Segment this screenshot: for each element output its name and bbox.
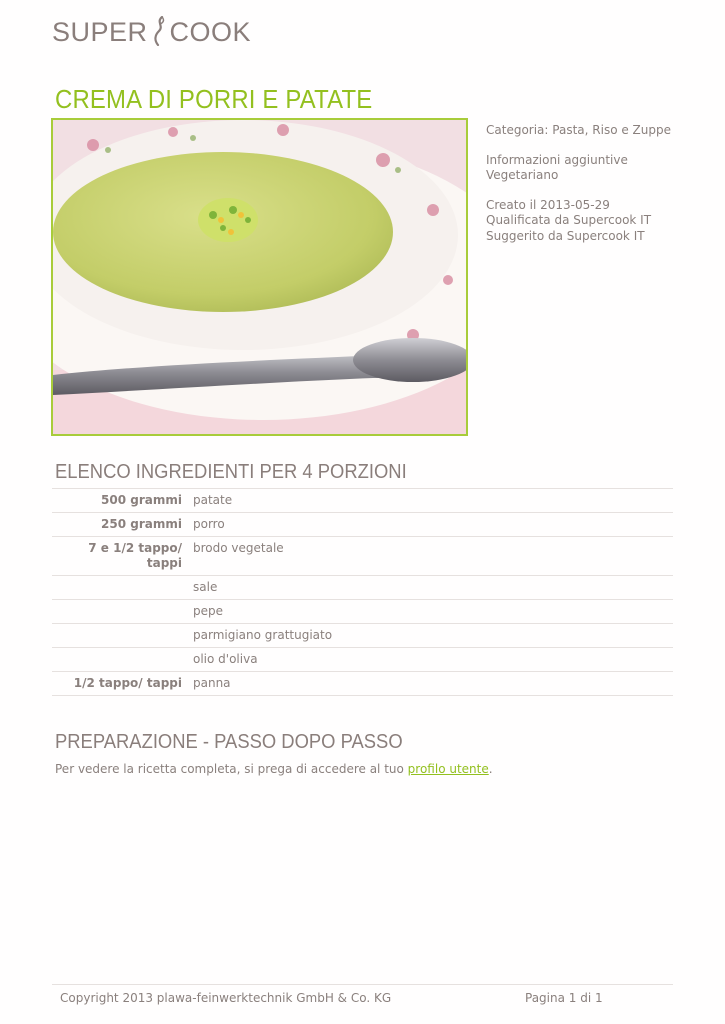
logo-text-cook: COOK — [169, 17, 252, 47]
ingredient-name: parmigiano grattugiato — [188, 624, 673, 648]
suggested-by: Suggerito da Supercook IT — [486, 228, 645, 243]
ingredient-name: patate — [188, 489, 673, 513]
supercook-logo — [52, 16, 251, 46]
ingredient-qty — [52, 648, 188, 672]
logo-text-super: SUPER — [52, 17, 148, 47]
footer-copyright: Copyright 2013 plawa-feinwerktechnik GmbH & Co. KG — [60, 991, 392, 1005]
info-value: Vegetariano — [486, 168, 559, 182]
ingredient-row — [52, 489, 673, 513]
ingredient-qty — [52, 624, 188, 648]
ingredient-qty: 500 grammi — [52, 489, 188, 513]
ingredient-qty — [52, 600, 188, 624]
ingredient-name: porro — [188, 513, 673, 537]
soup-bowl-image — [53, 120, 466, 434]
ingredients-table — [52, 488, 673, 696]
ingredient-name: pepe — [188, 600, 673, 624]
ingredient-row — [52, 648, 673, 672]
ingredient-row — [52, 513, 673, 537]
ingredient-name: panna — [188, 672, 673, 696]
qualified-by: Qualificata da Supercook IT — [486, 213, 652, 227]
ingredient-row — [52, 537, 673, 576]
preparation-text-before: Per vedere la ricetta completa, si prega di accedere al tuo — [55, 762, 404, 776]
ingredient-row — [52, 672, 673, 696]
ingredient-name: sale — [188, 576, 673, 600]
recipe-photo — [51, 118, 468, 436]
ingredient-name: olio d'oliva — [188, 648, 673, 672]
category-value: Pasta, Riso e Zuppe — [552, 123, 671, 137]
user-profile-link[interactable]: profilo utente — [407, 762, 489, 776]
preparation-heading: PREPARAZIONE - PASSO DOPO PASSO — [55, 731, 403, 753]
created-date: Creato il 2013-05-29 — [486, 197, 610, 212]
info-label: Informazioni aggiuntive — [486, 152, 628, 167]
ingredient-name: brodo vegetale — [188, 537, 673, 576]
ingredient-qty: 250 grammi — [52, 513, 188, 537]
ingredient-row — [52, 576, 673, 600]
ingredient-qty: 7 e 1/2 tappo/ tappi — [52, 537, 188, 576]
footer-divider — [52, 984, 673, 985]
recipe-title: CREMA DI PORRI E PATATE — [55, 84, 373, 114]
ingredient-qty: 1/2 tappo/ tappi — [52, 672, 188, 696]
ingredient-row — [52, 600, 673, 624]
footer-page-number: Pagina 1 di 1 — [525, 991, 603, 1005]
category-label: Categoria: — [486, 123, 549, 137]
ingredient-qty — [52, 576, 188, 600]
ingredients-heading: ELENCO INGREDIENTI PER 4 PORZIONI — [55, 461, 407, 483]
preparation-text — [55, 762, 493, 776]
ingredient-row — [52, 624, 673, 648]
preparation-text-after: . — [488, 762, 493, 776]
recipe-meta — [486, 123, 686, 258]
leaf-swirl-icon — [150, 16, 168, 46]
